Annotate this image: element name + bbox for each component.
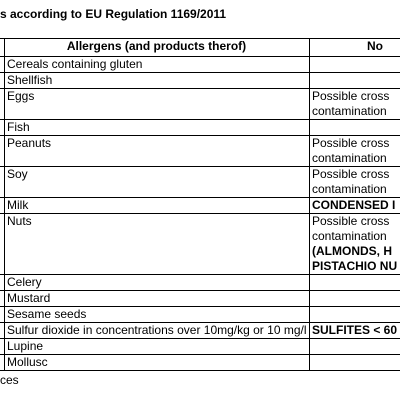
table-row	[0, 214, 400, 275]
allergen-cell: Nuts	[5, 214, 310, 275]
allergen-cell: Peanuts	[5, 136, 310, 167]
notes-cell	[310, 355, 400, 371]
note-line: (ALMONDS, H	[312, 244, 392, 258]
allergen-cell: Eggs	[5, 89, 310, 120]
allergen-cell: Mollusc	[5, 355, 310, 371]
table-row	[0, 73, 400, 89]
allergen-cell: Cereals containing gluten	[5, 57, 310, 73]
notes-cell	[310, 89, 400, 120]
allergen-cell: Celery	[5, 275, 310, 291]
allergen-table	[0, 38, 400, 371]
notes-cell	[310, 73, 400, 89]
header-allergen: Allergens (and products therof)	[5, 39, 310, 57]
allergen-cell: Fish	[5, 120, 310, 136]
note-line: contamination	[312, 182, 387, 196]
table-row	[0, 89, 400, 120]
allergen-cell: Sesame seeds	[5, 307, 310, 323]
note-line: PISTACHIO NU	[312, 259, 398, 273]
notes-cell	[310, 275, 400, 291]
notes-cell	[310, 120, 400, 136]
note-line: Possible cross	[312, 214, 390, 228]
table-row	[0, 57, 400, 73]
notes-cell	[310, 167, 400, 198]
notes-cell	[310, 307, 400, 323]
note-line: Possible cross	[312, 136, 390, 150]
note-line: SULFITES < 60	[312, 323, 398, 337]
notes-cell	[310, 339, 400, 355]
note-line: contamination	[312, 104, 387, 118]
note-line: Possible cross	[312, 167, 390, 181]
footnote: ces	[0, 373, 19, 387]
header-notes: No	[310, 39, 400, 57]
notes-cell	[310, 291, 400, 307]
allergen-cell: Milk	[5, 198, 310, 214]
table-header-row	[0, 39, 400, 57]
notes-cell	[310, 198, 400, 214]
notes-cell	[310, 323, 400, 339]
notes-cell	[310, 136, 400, 167]
table-row	[0, 198, 400, 214]
table-row	[0, 355, 400, 371]
allergen-cell: Soy	[5, 167, 310, 198]
note-line: CONDENSED I	[312, 198, 396, 212]
table-row	[0, 323, 400, 339]
table-body	[0, 57, 400, 371]
table-row	[0, 120, 400, 136]
note-line: contamination	[312, 151, 387, 165]
allergen-cell: Lupine	[5, 339, 310, 355]
notes-cell	[310, 214, 400, 275]
allergen-cell: Mustard	[5, 291, 310, 307]
table-row	[0, 291, 400, 307]
table-row	[0, 307, 400, 323]
allergen-cell: Shellfish	[5, 73, 310, 89]
notes-cell	[310, 57, 400, 73]
note-line: contamination	[312, 229, 387, 243]
allergen-cell: Sulfur dioxide in concentrations over 10mg/kg or 10 mg/l	[5, 323, 310, 339]
document-title: s according to EU Regulation 1169/2011	[0, 7, 227, 21]
table-row	[0, 136, 400, 167]
table-row	[0, 275, 400, 291]
table-row	[0, 167, 400, 198]
table-row	[0, 339, 400, 355]
note-line: Possible cross	[312, 89, 390, 103]
